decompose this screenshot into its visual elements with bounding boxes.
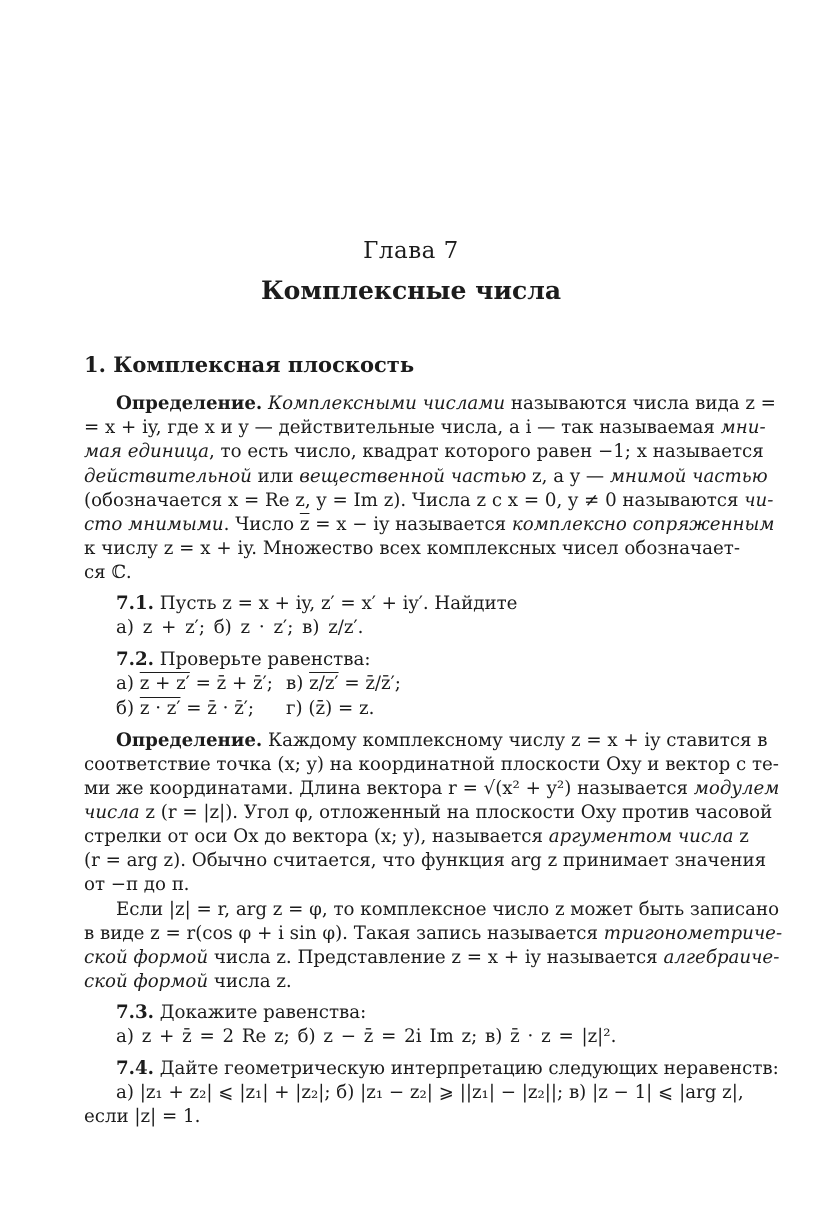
definition-1-line-3: мая единица, то есть число, квадрат которого равен −1; x называется (84, 441, 764, 462)
paragraph-3-line-1: Если |z| = r, arg z = φ, то комплексное число z может быть записано (116, 899, 780, 920)
term-imaginary-unit: мая единица (84, 441, 209, 462)
problem-7-2-item-g: г) (z̄̄) = z. (286, 698, 375, 719)
problem-7-4-items: а) |z₁ + z₂| ⩽ |z₁| + |z₂|; б) |z₁ − z₂| ⩾ ||z₁| − |z₂||; в) |z − 1| ⩽ |arg z|, (116, 1082, 744, 1103)
problem-number: 7.1. (116, 593, 154, 614)
definition-1-line-7: к числу z = x + iy. Множество всех комплексных чисел обозначает- (84, 538, 740, 559)
definition-2-line-7: от −π до π. (84, 874, 190, 895)
paragraph-3-line-3: ской формой числа z. Представление z = x + iy называется алгебраиче- (84, 947, 780, 968)
chapter-label: Глава 7 (363, 238, 459, 264)
problem-number: 7.2. (116, 649, 154, 670)
definition-1-line-4: действительной или вещественной частью z, а y — мнимой частью (84, 466, 768, 487)
problem-7-3-items: а) z + z̄ = 2 Re z; б) z − z̄ = 2i Im z; в) z̄ · z = |z|². (116, 1026, 617, 1047)
definition-2-line-5: стрелки от оси Ox до вектора (x; y), называется аргументом числа z (84, 826, 749, 847)
definition-2-line-3: ми же координатами. Длина вектора r = √(x² + y²) называется модулем (84, 778, 780, 799)
term-conjugate: комплексно сопряженным (511, 514, 775, 535)
problem-7-4: 7.4. Дайте геометрическую интерпретацию следующих неравенств: (116, 1058, 779, 1079)
problem-number: 7.4. (116, 1058, 154, 1079)
problem-7-2-item-v: в) z/z′ = z̄/z̄′; (286, 673, 401, 694)
term-modulus: модулем (693, 778, 780, 799)
problem-7-3: 7.3. Докажите равенства: (116, 1002, 367, 1023)
paragraph-3-line-4: ской формой числа z. (84, 971, 292, 992)
term-trig-form: ской формой (84, 947, 209, 968)
term-purely-imaginary: сто мнимыми (84, 514, 224, 535)
definition-1-line-2: = x + iy, где x и y — действительные числа, а i — так называемая мни- (84, 417, 766, 438)
definition-1-line-8: ся ℂ. (84, 562, 132, 583)
term-argument: аргументом числа (548, 826, 734, 847)
definition-1-line-6: сто мнимыми. Число $\overline{z} = x$ − iy называется комплексно сопряженным (84, 514, 775, 535)
term-complex-numbers: Комплексными числами (268, 393, 506, 414)
problem-7-1: 7.1. Пусть z = x + iy, z′ = x′ + iy′. Найдите (116, 593, 518, 614)
definition-1-line-1: Определение. Комплексными числами называются числа вида z = (116, 393, 776, 414)
term-algebraic-form: ской формой (84, 971, 209, 992)
term-real-part: действительной (84, 466, 252, 487)
problem-7-2: 7.2. Проверьте равенства: (116, 649, 371, 670)
definition-2-line-6: (r = arg z). Обычно считается, что функция arg z принимает значения (84, 850, 767, 871)
problem-7-4-last: если |z| = 1. (84, 1106, 201, 1127)
term-imaginary-part: мнимой частью (609, 466, 768, 487)
paragraph-3-line-2: в виде z = r(cos φ + i sin φ). Такая запись называется тригонометриче- (84, 923, 783, 944)
definition-heading: Определение. (116, 730, 263, 751)
problem-7-2-row-2: б) z · z′ = z̄ · z̄′; г) (z̄̄) = z. (116, 698, 375, 719)
definition-2-line-1: Определение. Каждому комплексному числу z = x + iy ставится в (116, 730, 768, 751)
problem-7-1-items: а) z + z′; б) z · z′; в) z/z′. (116, 617, 364, 638)
definition-2-line-4: числа z (r = |z|). Угол φ, отложенный на плоскости Oxy против часовой (84, 802, 773, 823)
problem-7-2-row-1: а) z + z′ = z̄ + z̄′; в) z/z′ = z̄/z̄′; (116, 673, 401, 694)
definition-2-line-2: соответствие точка (x; y) на координатной плоскости Oxy и вектор с те- (84, 754, 779, 775)
problem-number: 7.3. (116, 1002, 154, 1023)
definition-heading: Определение. (116, 393, 263, 414)
section-title: 1. Комплексная плоскость (84, 352, 415, 377)
definition-1-line-5: (обозначается x = Re z, y = Im z). Числа z с x = 0, y ≠ 0 называются чи- (84, 490, 774, 511)
chapter-title: Комплексные числа (260, 276, 562, 305)
